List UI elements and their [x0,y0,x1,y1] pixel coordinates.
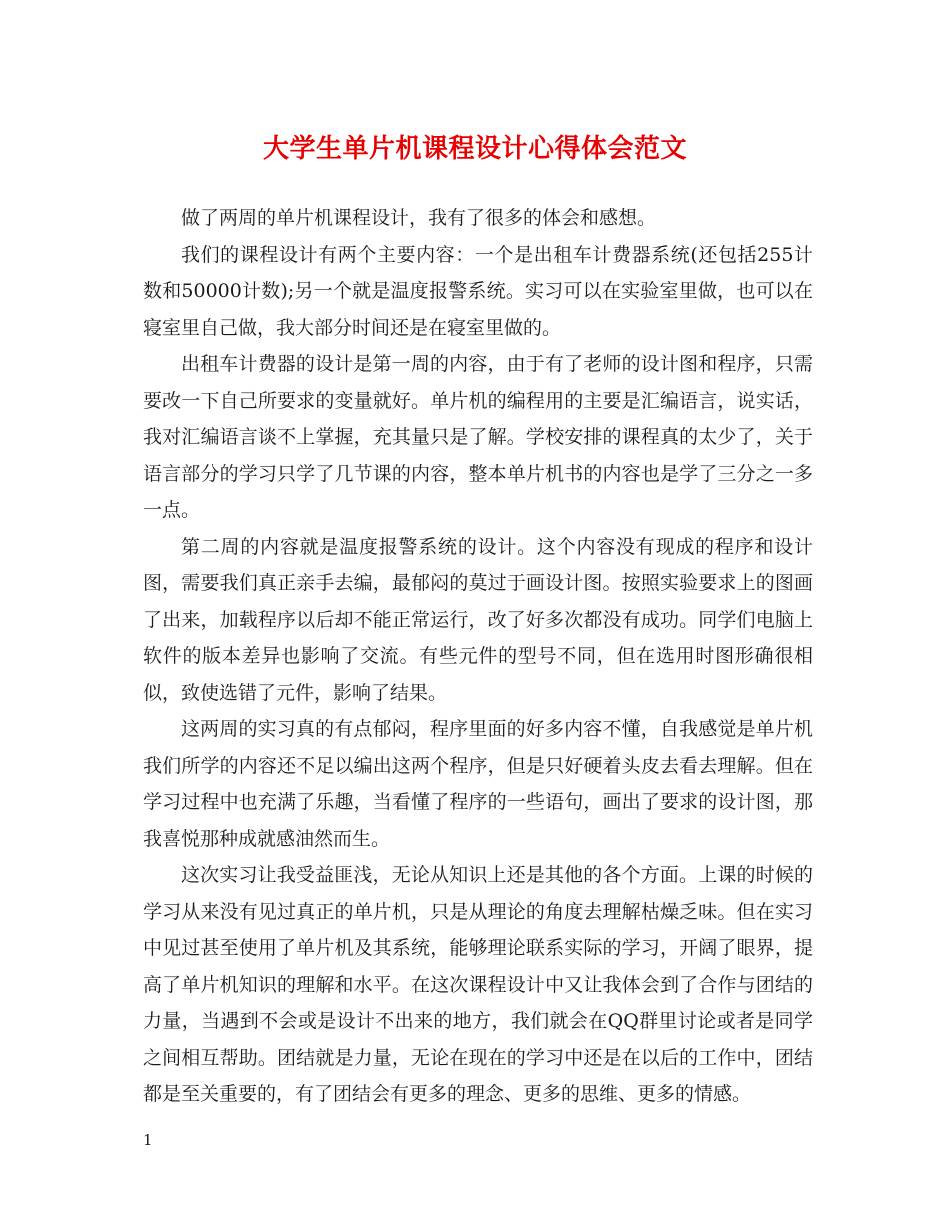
paragraph: 第二周的内容就是温度报警系统的设计。这个内容没有现成的程序和设计图，需要我们真正亲手去编，最郁闷的莫过于画设计图。按照实验要求上的图画了出来，加载程序以后却不能正常运行，改了好多次都没有成功。同学们电脑上软件的版本差异也影响了交流。有些元件的型号不同，但在选用时图形确很相似，致使选错了元件，影响了结果。 [143,535,813,704]
paragraph: 这次实习让我受益匪浅，无论从知识上还是其他的各个方面。上课的时候的学习从来没有见过真正的单片机，只是从理论的角度去理解枯燥乏味。但在实习中见过甚至使用了单片机及其系统，能够理论联系实际的学习，开阔了眼界，提高了单片机知识的理解和水平。在这次课程设计中又让我体会到了合作与团结的力量，当遇到不会或是设计不出来的地方，我们就会在QQ群里讨论或者是同学之间相互帮助。团结就是力量，无论在现在的学习中还是在以后的工作中，团结都是至关重要的，有了团结会有更多的理念、更多的思维、更多的情感。 [143,864,813,1105]
page-number: 1 [143,1131,153,1149]
paragraph: 这两周的实习真的有点郁闷，程序里面的好多内容不懂，自我感觉是单片机我们所学的内容还不足以编出这两个程序，但是只好硬着头皮去看去理解。但在学习过程中也充满了乐趣，当看懂了程序的一些语句，画出了要求的设计图，那我喜悦那种成就感油然而生。 [143,718,813,850]
document-body [143,200,813,1113]
document-title: 大学生单片机课程设计心得体会范文 [262,134,687,164]
paragraph: 出租车计费器的设计是第一周的内容，由于有了老师的设计图和程序，只需要改一下自己所要求的变量就好。单片机的编程用的主要是汇编语言，说实话，我对汇编语言谈不上掌握，充其量只是了解。学校安排的课程真的太少了，关于语言部分的学习只学了几节课的内容，整本单片机书的内容也是学了三分之一多一点。 [143,353,813,521]
paragraph: 做了两周的单片机课程设计，我有了很多的体会和感想。 [181,207,657,229]
paragraph: 我们的课程设计有两个主要内容：一个是出租车计费器系统(还包括255计数和50000计数);另一个就是温度报警系统。实习可以在实验室里做，也可以在寝室里自己做，我大部分时间还是在寝室里做的。 [143,243,813,339]
